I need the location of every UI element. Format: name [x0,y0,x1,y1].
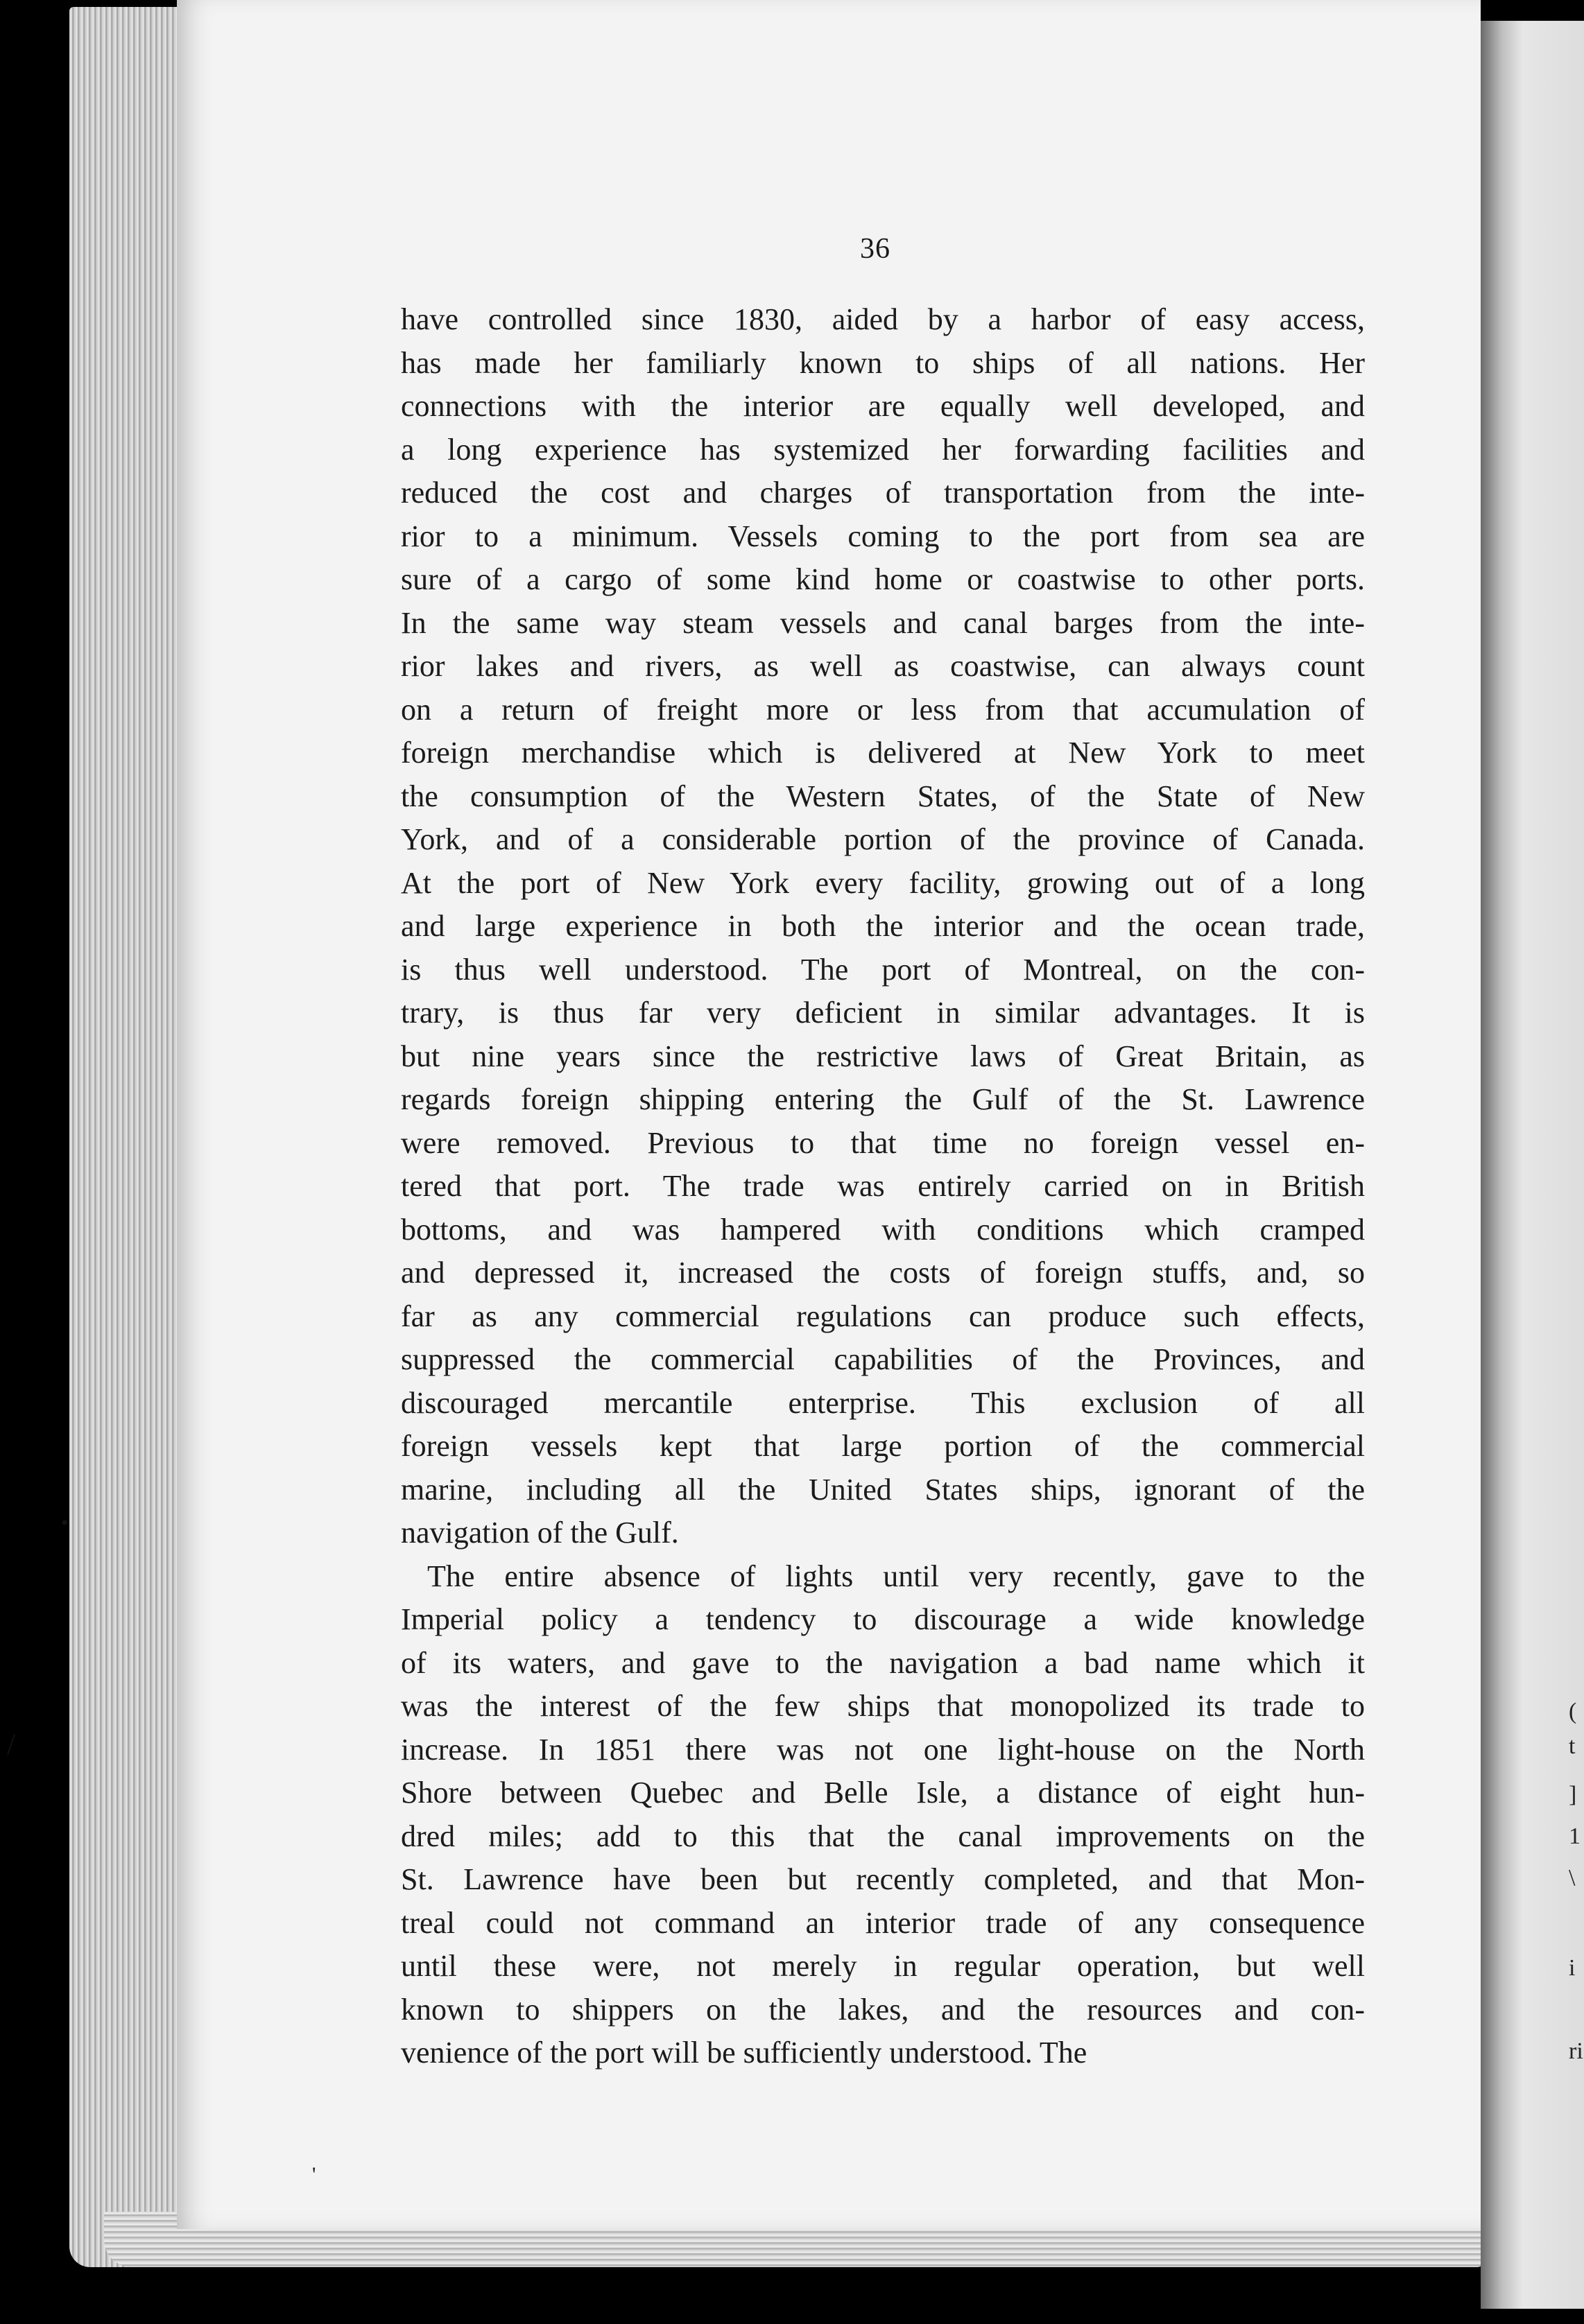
text-line: and large experience in both the interior and the ocean trade, [401,909,1365,943]
text-line: foreign vessels kept that large portion of the commercial [401,1429,1365,1463]
text-line: At the port of New York every facility, growing out of a long [401,865,1365,900]
book-page-edges-left [69,7,187,2267]
body-text [401,298,1365,2075]
paragraph [401,298,1365,1555]
margin-ink-mark: ' [312,2163,316,2186]
page-number: 36 [860,233,890,265]
text-line: has made her familiarly known to ships of all nations. Her [401,345,1365,380]
text-line: increase. In 1851 there was not one light-house on the North [401,1732,1365,1767]
text-line: connections with the interior are equally well developed, and [401,389,1365,423]
text-line: on a return of freight more or less from that accumulation of [401,692,1365,727]
facing-page-fragment: ri [1569,2038,1583,2064]
text-line: navigation of the Gulf. [401,1516,679,1550]
text-line: In the same way steam vessels and canal barges from the inte- [401,605,1365,640]
text-line: until these were, not merely in regular operation, but well [401,1949,1365,1983]
facing-page-fragment: 1 [1569,1823,1581,1849]
text-line: The entire absence of lights until very recently, gave to the [427,1559,1365,1593]
text-line: discouraged mercantile enterprise. This exclusion of all [401,1385,1365,1420]
text-line: a long experience has systemized her forwarding facilities and [401,432,1365,467]
text-line: rior lakes and rivers, as well as coastwise, can always count [401,649,1365,683]
text-line: dred miles; add to this that the canal improvements on the [401,1819,1365,1853]
text-line: known to shippers on the lakes, and the resources and con- [401,1992,1365,2027]
text-line: rior to a minimum. Vessels coming to the port from sea are [401,519,1365,553]
text-line: treal could not command an interior trade of any consequence [401,1905,1365,1940]
text-line: of its waters, and gave to the navigation a bad name which it [401,1645,1365,1680]
text-line: and depressed it, increased the costs of foreign stuffs, and, so [401,1256,1365,1290]
facing-page-fragment: \ [1569,1865,1576,1891]
text-line: reduced the cost and charges of transportation from the inte- [401,476,1365,510]
facing-page-fragment: t [1569,1733,1576,1759]
text-line: Shore between Quebec and Belle Isle, a distance of eight hun- [401,1776,1365,1810]
text-line: the consumption of the Western States, of the State of New [401,779,1365,813]
text-line: bottoms, and was hampered with conditions which cramped [401,1212,1365,1247]
text-line: Imperial policy a tendency to discourage a wide knowledge [401,1602,1365,1636]
text-line: venience of the port will be sufficiently understood. The [401,2036,1087,2070]
text-line: far as any commercial regulations can produce such effects, [401,1299,1365,1333]
text-line: foreign merchandise which is delivered at New York to meet [401,736,1365,770]
text-line: trary, is thus far very deficient in similar advantages. It is [401,996,1365,1030]
text-line: marine, including all the United States ships, ignorant of the [401,1472,1365,1507]
text-line: York, and of a considerable portion of the province of Canada. [401,822,1365,856]
facing-page-fragment: ] [1569,1782,1577,1807]
text-line: suppressed the commercial capabilities of the Provinces, and [401,1342,1365,1376]
text-line: sure of a cargo of some kind home or coastwise to other ports. [401,562,1365,596]
text-line: have controlled since 1830, aided by a harbor of easy access, [401,302,1365,336]
margin-ink-mark: • [61,1511,69,1534]
facing-page-fragment: i [1569,1955,1576,1981]
text-line: St. Lawrence have been but recently completed, and that Mon- [401,1862,1365,1896]
text-line: is thus well understood. The port of Montreal, on the con- [401,952,1365,987]
paragraph [401,1555,1365,2075]
text-line: but nine years since the restrictive laws of Great Britain, as [401,1039,1365,1073]
text-line: tered that port. The trade was entirely carried on in British [401,1169,1365,1203]
facing-page-fragment: ( [1569,1699,1577,1724]
text-line: was the interest of the few ships that monopolized its trade to [401,1689,1365,1723]
text-line: were removed. Previous to that time no foreign vessel en- [401,1125,1365,1160]
margin-ink-mark: / [7,1727,16,1761]
text-line: regards foreign shipping entering the Gulf of the St. Lawrence [401,1082,1365,1116]
